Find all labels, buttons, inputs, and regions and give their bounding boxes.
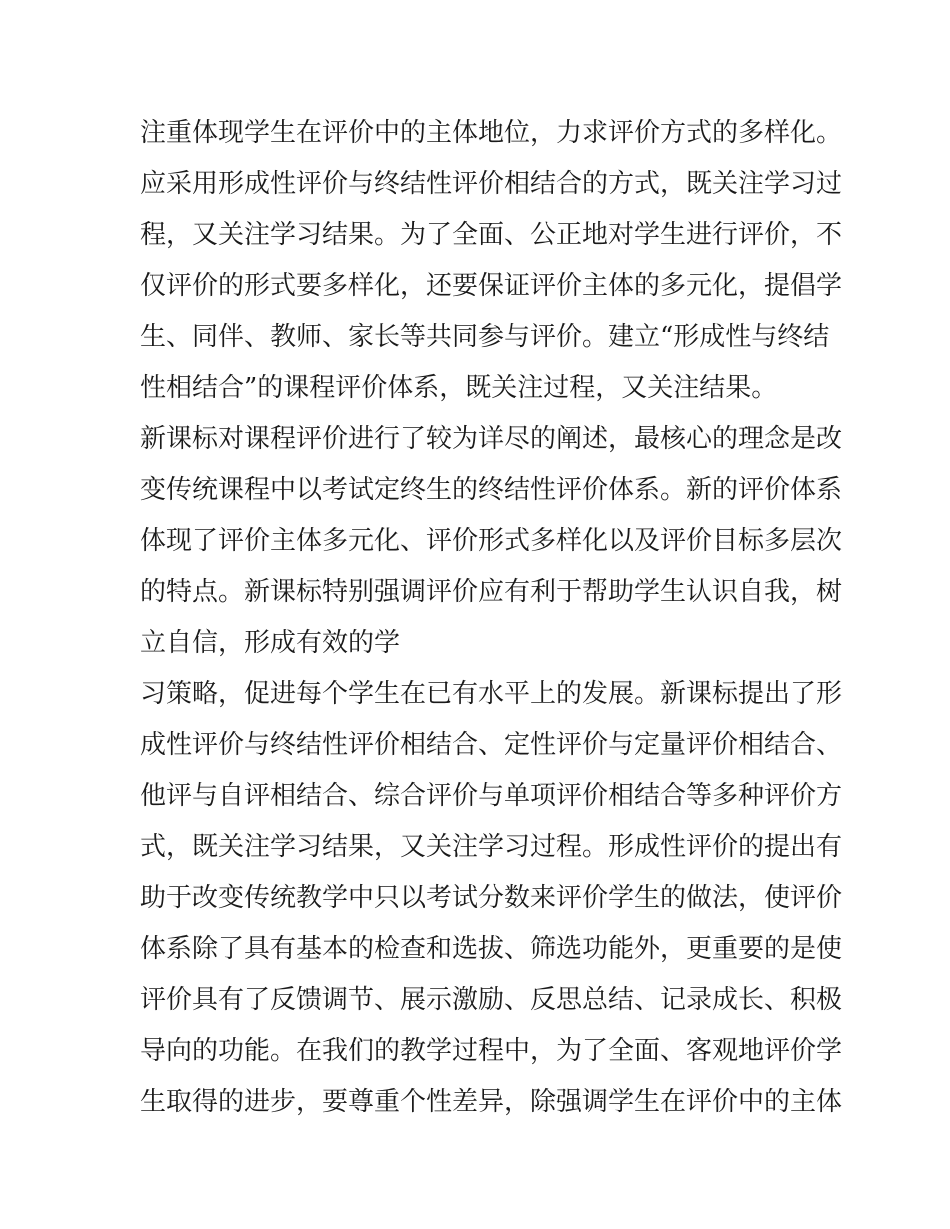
text-line: 体系除了具有基本的检查和选拔、筛选功能外，更重要的是使 xyxy=(140,934,843,964)
text-line: 性相结合”的课程评价体系，既关注过程，又关注结果。 xyxy=(140,373,778,403)
text-line: 注重体现学生在评价中的主体地位，力求评价方式的多样化。 xyxy=(140,118,843,148)
text-line: 仅评价的形式要多样化，还要保证评价主体的多元化，提倡学 xyxy=(140,271,843,301)
text-line: 生取得的进步，要尊重个性差异，除强调学生在评价中的主体 xyxy=(140,1087,843,1117)
text-line: 变传统课程中以考试定终生的终结性评价体系。新的评价体系 xyxy=(140,475,843,505)
text-line: 立自信，形成有效的学 xyxy=(140,628,401,658)
text-line: 生、同伴、教师、家长等共同参与评价。建立“形成性与终结 xyxy=(140,322,830,352)
text-line: 他评与自评相结合、综合评价与单项评价相结合等多种评价方 xyxy=(140,781,843,811)
body-text xyxy=(140,108,843,1128)
text-line: 导向的功能。在我们的教学过程中，为了全面、客观地评价学 xyxy=(140,1036,843,1066)
text-line: 习策略，促进每个学生在已有水平上的发展。新课标提出了形 xyxy=(140,679,843,709)
text-line: 式，既关注学习结果，又关注学习过程。形成性评价的提出有 xyxy=(140,832,843,862)
text-line: 新课标对课程评价进行了较为详尽的阐述，最核心的理念是改 xyxy=(140,424,843,454)
text-line: 助于改变传统教学中只以考试分数来评价学生的做法，使评价 xyxy=(140,883,843,913)
text-line: 成性评价与终结性评价相结合、定性评价与定量评价相结合、 xyxy=(140,730,843,760)
text-line: 评价具有了反馈调节、展示激励、反思总结、记录成长、积极 xyxy=(140,985,843,1015)
text-line: 程，又关注学习结果。为了全面、公正地对学生进行评价，不 xyxy=(140,220,843,250)
text-line: 应采用形成性评价与终结性评价相结合的方式，既关注学习过 xyxy=(140,169,843,199)
text-line: 的特点。新课标特别强调评价应有利于帮助学生认识自我，树 xyxy=(140,577,843,607)
text-line: 体现了评价主体多元化、评价形式多样化以及评价目标多层次 xyxy=(140,526,843,556)
